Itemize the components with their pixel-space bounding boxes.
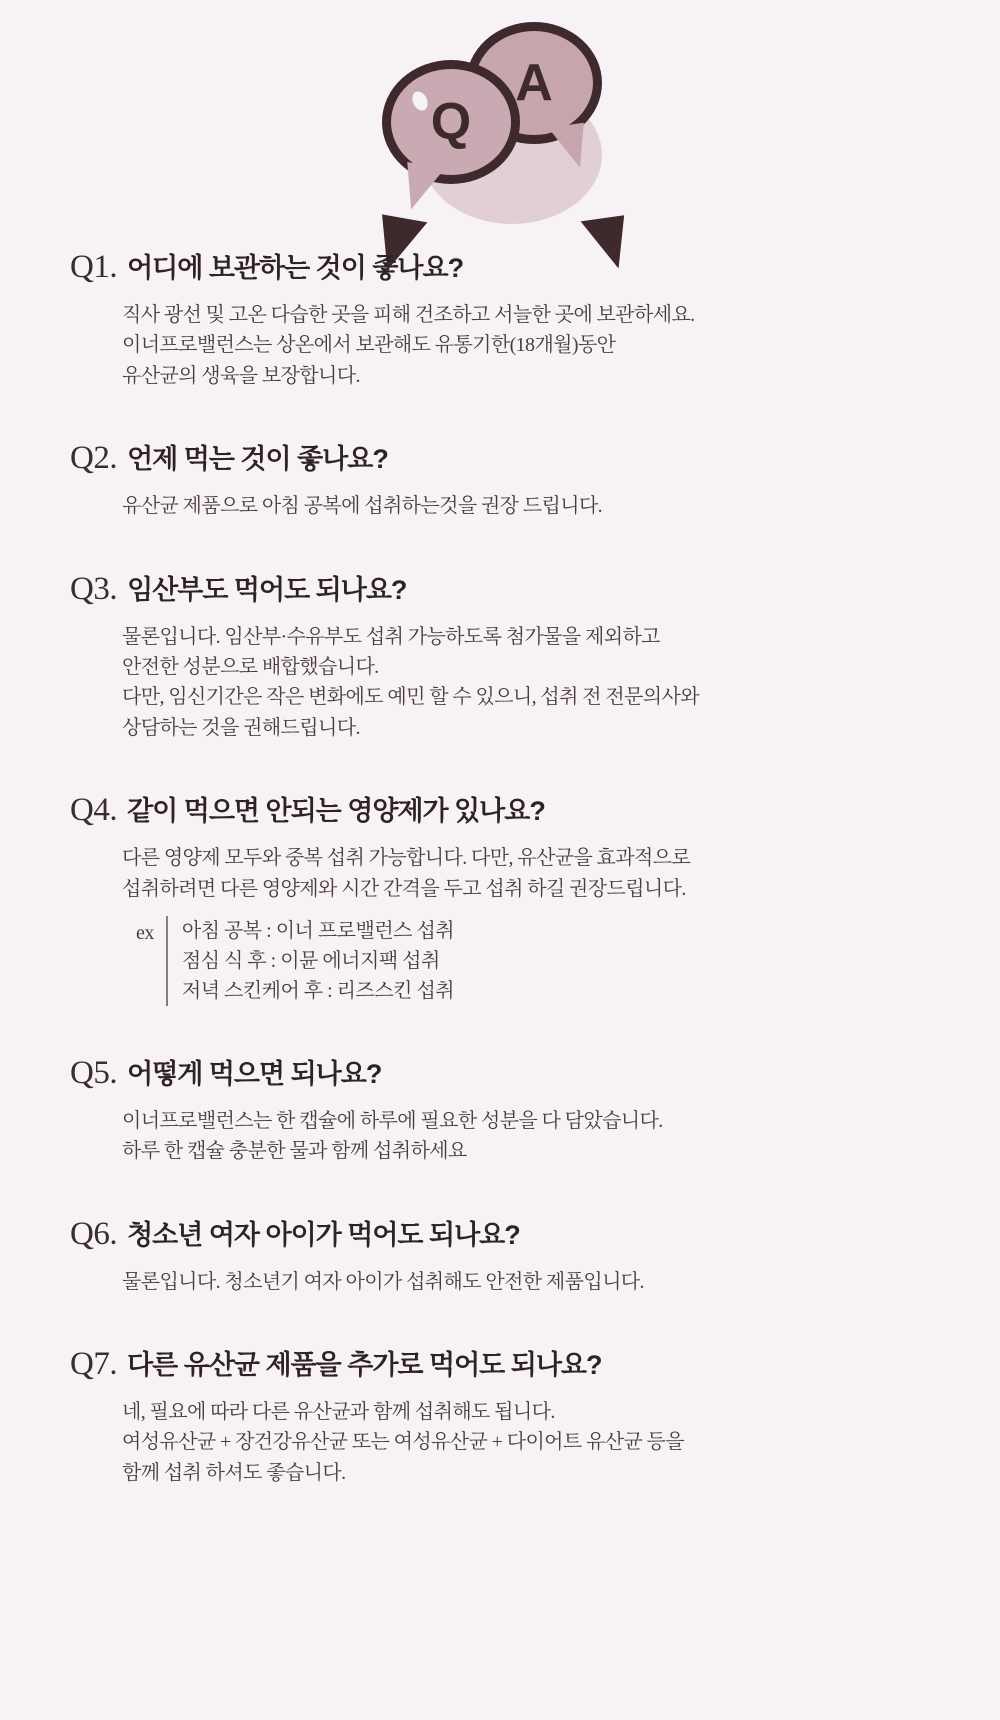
- faq-example-label: ex: [136, 921, 154, 944]
- faq-answer-line: 네, 필요에 따라 다른 유산균과 함께 섭취해도 됩니다.: [122, 1401, 555, 1424]
- faq-item: [70, 437, 930, 521]
- faq-number: Q1.: [70, 249, 118, 285]
- faq-answer-line: 섭취하려면 다른 영양제와 시간 간격을 두고 섭취 하길 권장드립니다.: [122, 877, 686, 900]
- faq-question: [70, 1343, 930, 1383]
- faq-question: [70, 568, 930, 608]
- faq-answer: [122, 843, 930, 1006]
- faq-answer: [122, 491, 930, 521]
- faq-answer-line: 유산균의 생육을 보장합니다.: [122, 364, 360, 387]
- faq-item: [70, 1213, 930, 1297]
- faq-number: Q7.: [70, 1346, 118, 1383]
- faq-number: Q5.: [70, 1054, 118, 1091]
- faq-number: Q3.: [70, 570, 118, 607]
- faq-answer: [122, 1267, 930, 1297]
- faq-question-text: 청소년 여자 아이가 먹어도 되나요?: [127, 1219, 520, 1250]
- faq-answer-line: 유산균 제품으로 아침 공복에 섭취하는것을 권장 드립니다.: [122, 495, 603, 518]
- faq-answer-line: 상담하는 것을 권해드립니다.: [122, 716, 360, 739]
- faq-question: [70, 1213, 930, 1253]
- faq-example-line: 점심 식 후 : 이뮨 에너지팩 섭취: [181, 949, 440, 972]
- faq-question-text: 언제 먹는 것이 좋나요?: [127, 444, 388, 475]
- faq-number: Q4.: [70, 792, 118, 829]
- faq-question: [70, 246, 930, 286]
- faq-example-block: [136, 916, 930, 1006]
- question-glyph: Q: [430, 93, 472, 151]
- faq-question-text: 어디에 보관하는 것이 좋나요?: [127, 253, 464, 283]
- faq-question: [70, 437, 930, 477]
- hero-illustration: [0, 0, 1000, 232]
- faq-example-line: 저녁 스킨케어 후 : 리즈스킨 섭취: [181, 979, 455, 1002]
- faq-answer-line: 안전한 성분으로 배합했습니다.: [122, 655, 379, 678]
- faq-answer-line: 하루 한 캡슐 충분한 물과 함께 섭취하세요: [122, 1140, 467, 1163]
- faq-number: Q2.: [70, 440, 118, 477]
- faq-example-line: 아침 공복 : 이너 프로밸런스 섭취: [181, 919, 455, 942]
- bubble-highlight: [409, 89, 430, 113]
- faq-answer: [122, 1106, 930, 1167]
- faq-item: [70, 1052, 930, 1167]
- faq-item: [70, 789, 930, 1006]
- faq-answer-line: 다만, 임신기간은 작은 변화에도 예민 할 수 있으니, 섭취 전 전문의사와: [122, 686, 699, 709]
- qa-speech-bubbles-icon: [370, 16, 630, 226]
- faq-answer-line: 여성유산균 + 장건강유산균 또는 여성유산균 + 다이어트 유산균 등을: [122, 1431, 684, 1454]
- question-bubble: [382, 60, 520, 184]
- faq-list: [0, 232, 1000, 1488]
- faq-answer-line: 다른 영양제 모두와 중복 섭취 가능합니다. 다만, 유산균을 효과적으로: [122, 847, 691, 870]
- faq-answer-line: 이너프로밸런스는 상온에서 보관해도 유통기한(18개월)동안: [122, 334, 616, 357]
- faq-answer-line: 직사 광선 및 고온 다습한 곳을 피해 건조하고 서늘한 곳에 보관하세요.: [122, 304, 695, 326]
- faq-answer: [122, 1397, 930, 1488]
- faq-answer-line: 함께 섭취 하셔도 좋습니다.: [122, 1461, 346, 1484]
- faq-answer-line: 물론입니다. 임산부·수유부도 섭취 가능하도록 첨가물을 제외하고: [122, 625, 660, 648]
- faq-number: Q6.: [70, 1215, 118, 1252]
- faq-answer: [122, 300, 930, 391]
- faq-answer-line: 물론입니다. 청소년기 여자 아이가 섭취해도 안전한 제품입니다.: [122, 1270, 644, 1293]
- faq-question-text: 다른 유산균 제품을 추가로 먹어도 되나요?: [127, 1350, 602, 1381]
- faq-example-divider: [166, 916, 168, 1006]
- faq-answer: [122, 622, 930, 744]
- faq-item: [70, 568, 930, 744]
- answer-glyph: A: [515, 54, 553, 112]
- faq-item: [70, 1343, 930, 1488]
- faq-question-text: 같이 먹으면 안되는 영양제가 있나요?: [127, 796, 545, 827]
- faq-question-text: 어떻게 먹으면 되나요?: [127, 1058, 382, 1089]
- faq-question-text: 임산부도 먹어도 되나요?: [127, 574, 407, 605]
- faq-example-lines: [182, 916, 454, 1006]
- faq-question: [70, 1052, 930, 1092]
- faq-answer-line: 이너프로밸런스는 한 캡슐에 하루에 필요한 성분을 다 담았습니다.: [122, 1109, 663, 1132]
- faq-item: [70, 246, 930, 391]
- faq-question: [70, 789, 930, 829]
